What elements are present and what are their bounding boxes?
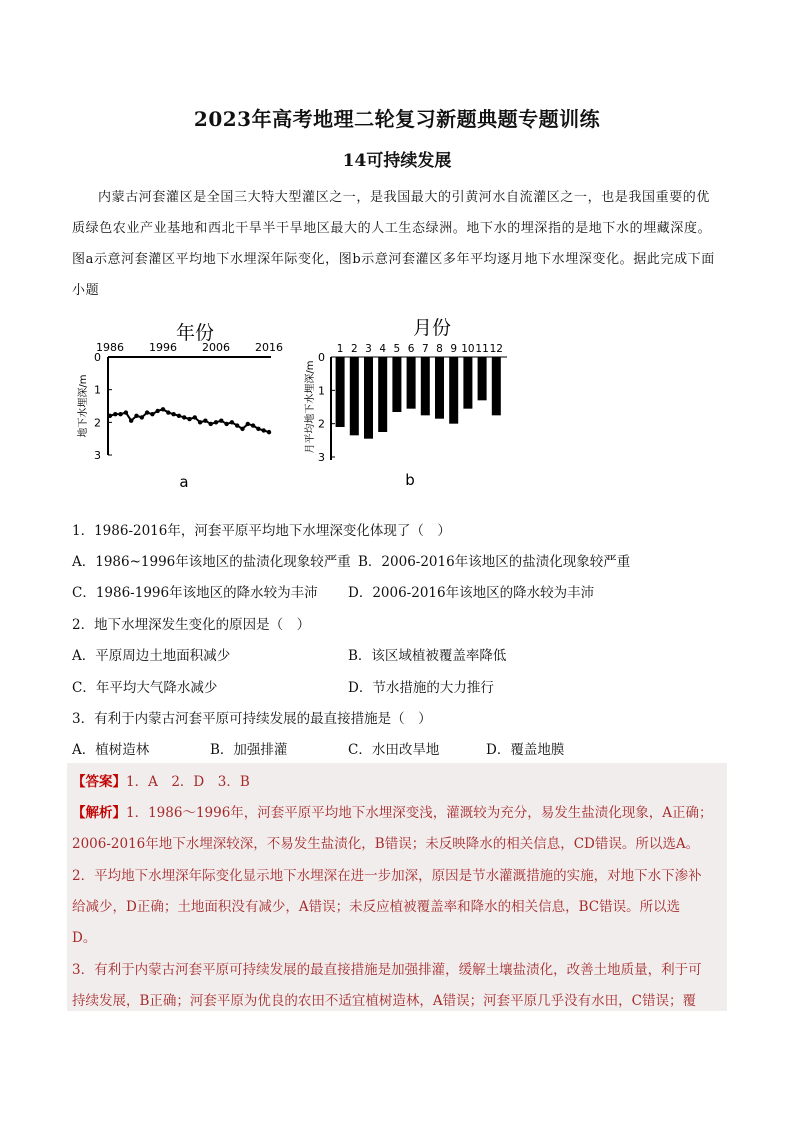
figure-a-data-point [262, 428, 266, 432]
figure-a-data-point [187, 417, 191, 421]
figure-a-data-point [224, 422, 228, 426]
figure-b-bar [449, 357, 458, 424]
figure-a-heading: 年份 [175, 322, 215, 344]
figure-b-xtick: 9 [450, 343, 458, 355]
question-2-option-a: A．平原周边土地面积减少 [72, 648, 231, 664]
figure-a-xtick: 2016 [255, 341, 283, 354]
figure-b-bar [364, 357, 373, 439]
figure-a-data-point [182, 415, 186, 419]
analysis-text-1: 1．1986～1996年，河套平原平均地下水埋深变浅，灌溉较为充分，易发生盐渍化现象，A正确； [126, 805, 713, 821]
figure-a-data-point [166, 410, 170, 414]
question-1-option-c: C．1986-1996年该地区的降水较为丰沛 [72, 585, 318, 601]
figure-a-data-point [161, 407, 165, 411]
page-title: 2023年高考地理二轮复习新题典题专题训练 [193, 107, 601, 131]
figure-b-ylabel: 月平均地下水埋深/m [305, 360, 316, 454]
figure-a-data-point [198, 420, 202, 424]
question-1-option-a: A．1986~1996年该地区的盐渍化现象较严重 [72, 554, 351, 570]
figure-b-xtick: 10 [461, 343, 475, 355]
analysis-line-4: 给减少，D正确；土地面积没有减少，A错误；未反应植被覆盖率和降水的相关信息，BC错误。所以选 [72, 899, 681, 915]
figure-b-xtick: 3 [365, 343, 372, 355]
figure-a-data-point [129, 419, 133, 423]
figure-a-data-point [171, 412, 175, 416]
question-2-stem: 2．地下水埋深发生变化的原因是（ ） [72, 617, 311, 633]
figure-a-ytick: 3 [94, 449, 101, 462]
figure-a-data-point [124, 410, 128, 414]
figure-a-ytick: 0 [94, 351, 101, 364]
figure-b-xtick: 8 [436, 343, 443, 355]
figure-a-data-point [193, 415, 197, 419]
figure-b-heading: 月份 [412, 317, 452, 339]
figure-a-data-point [209, 422, 213, 426]
analysis-line-3: 2．平均地下水埋深年际变化显示地下水埋深在进一步加深，原因是节水灌溉措施的实施，对地下水下渗补 [72, 868, 702, 884]
figure-b-bar [463, 357, 472, 409]
figure-b-bar [378, 357, 387, 432]
figure-a-data-point [118, 412, 122, 416]
question-1-option-d: D．2006-2016年该地区的降水较为丰沛 [348, 585, 595, 601]
figure-a-data-point [113, 412, 117, 416]
intro-paragraph: 内蒙古河套灌区是全国三大特大型灌区之一，是我国最大的引黄河水自流灌区之一，也是我国重要的优质绿色农业产业基地和西北干旱半干旱地区最大的人工生态绿洲。地下水的埋深指的是地下水的埋藏深度。图a示意河套灌区平均地下水埋深年际变化，图b示意河套灌区多年平均逐月地下水埋深变化。据此完成下面小题 [72, 190, 715, 298]
figure-b-xtick: 1 [336, 343, 344, 355]
figure-a-data-point [256, 427, 260, 431]
figure-a-data-point [246, 422, 250, 426]
question-3-stem: 3．有利于内蒙古河套平原可持续发展的最直接措施是（ ） [72, 711, 432, 727]
figure-b-xtick: 11 [475, 343, 489, 355]
answer-line [72, 770, 250, 790]
figure-b-ytick: 0 [318, 351, 325, 364]
figure-b-xtick: 7 [421, 343, 429, 355]
figure-a [76, 322, 283, 491]
question-2-option-b: B．该区域植被覆盖率降低 [348, 648, 507, 664]
figure-b [303, 317, 507, 489]
analysis-line-5: D。 [72, 930, 97, 946]
answer-tag: 【答案】 [72, 774, 126, 790]
figure-a-data-point [240, 427, 244, 431]
analysis-line-6: 3．有利于内蒙古河套平原可持续发展的最直接措施是加强排灌，缓解土壤盐渍化，改善土地质量，利于可 [72, 962, 702, 978]
figure-a-data-point [134, 414, 138, 418]
figure-b-bar [478, 357, 487, 400]
figure-b-bar [392, 357, 401, 412]
analysis-line-1 [72, 801, 713, 821]
figure-a-data-point [251, 423, 255, 427]
figure-b-ytick: 3 [318, 451, 325, 464]
figure-b-label: b [405, 471, 415, 489]
figure-b-bar [407, 357, 416, 409]
figure-a-data-point [150, 412, 154, 416]
figure-b-bar [350, 357, 359, 435]
question-3-option-d: D．覆盖地膜 [486, 742, 565, 758]
figure-a-data-point [219, 419, 223, 423]
figure-a-data-point [156, 409, 160, 413]
figures [75, 315, 535, 495]
figure-b-bar [492, 357, 501, 415]
figure-b-bar [421, 357, 430, 415]
analysis-line-2: 2006-2016年地下水埋深较深，不易发生盐渍化，B错误；未反映降水的相关信息，CD错误。所以选A。 [72, 836, 700, 852]
figure-b-xtick: 4 [379, 343, 387, 355]
figure-a-ytick: 1 [94, 383, 101, 397]
figure-a-data-point [235, 423, 239, 427]
figure-b-xtick: 2 [350, 343, 358, 355]
page-subtitle: 14可持续发展 [342, 151, 452, 171]
analysis-line-7: 持续发展，B正确；河套平原为优良的农田不适宜植树造林，A错误；河套平原几乎没有水田，C错误；覆 [72, 993, 696, 1009]
figure-a-label: a [179, 473, 189, 491]
figure-b-bar [435, 357, 444, 419]
figure-b-xtick: 5 [393, 343, 401, 355]
answer-text: 1．A 2．D 3．B [126, 774, 250, 790]
question-2-option-c: C．年平均大气降水减少 [72, 680, 218, 696]
figure-a-xtick: 1996 [149, 341, 177, 354]
figure-b-ytick: 1 [318, 384, 325, 398]
figure-a-xtick: 1986 [96, 341, 124, 354]
figure-a-data-point [203, 419, 207, 423]
figure-a-xtick: 2006 [202, 341, 230, 354]
figure-b-ytick: 2 [318, 417, 325, 431]
figure-b-xtick: 12 [489, 343, 503, 355]
figure-a-data-point [267, 430, 271, 434]
figure-a-ylabel: 地下水埋深/m [78, 374, 89, 438]
question-3-option-a: A．植树造林 [72, 742, 150, 758]
figure-a-data-point [214, 420, 218, 424]
analysis-tag: 【解析】 [72, 805, 126, 821]
figure-a-data-point [140, 415, 144, 419]
figure-a-data-point [230, 420, 234, 424]
figure-b-xtick: 6 [407, 343, 415, 355]
figure-a-data-point [145, 410, 149, 414]
question-2-option-d: D．节水措施的大力推行 [348, 680, 494, 696]
question-1-option-b: B．2006-2016年该地区的盐渍化现象较严重 [358, 554, 631, 570]
figure-a-ytick: 2 [94, 416, 101, 430]
question-3-option-c: C．水田改旱地 [348, 742, 440, 758]
figure-b-bar [336, 357, 345, 427]
question-1-stem: 1．1986-2016年，河套平原平均地下水埋深变化体现了（ ） [72, 523, 451, 539]
figure-a-data-point [177, 414, 181, 418]
question-3-option-b: B．加强排灌 [210, 742, 288, 758]
figure-a-data-point [108, 414, 112, 418]
